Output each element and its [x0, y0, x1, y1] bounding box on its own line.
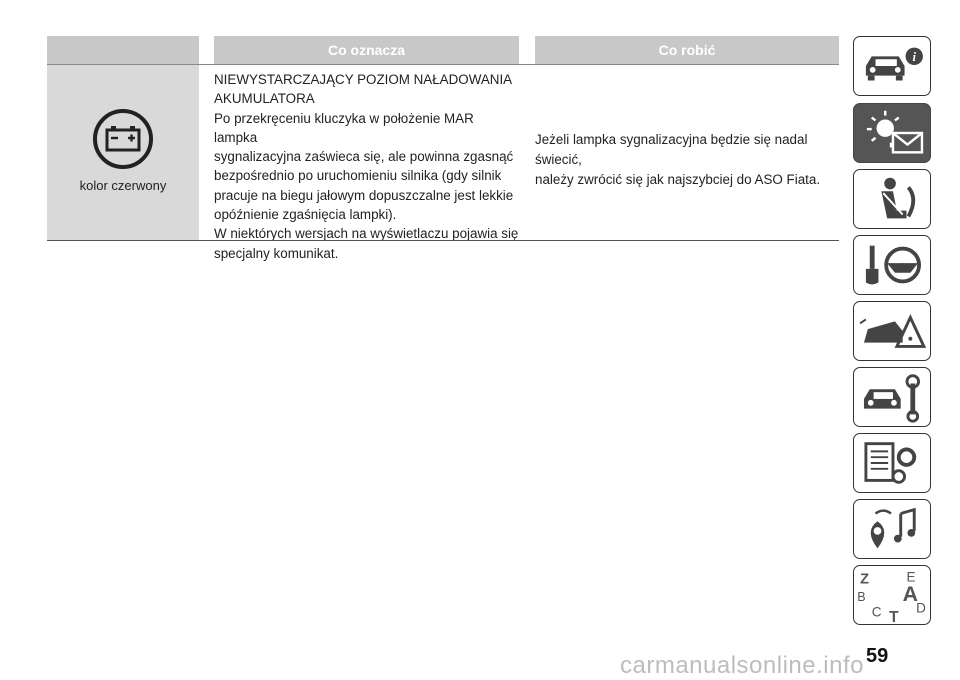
- meaning-title-line: AKUMULATORA: [214, 91, 315, 107]
- meaning-line: pracuje na biegu jałowym dopuszczalne jest lekkie: [214, 187, 514, 203]
- row-bottom-border: [47, 240, 839, 241]
- media-music-icon: [854, 500, 930, 558]
- action-line: należy zwrócić się jak najszybciej do ASO Fiata.: [535, 172, 821, 187]
- car-accident-warning-icon: [854, 302, 930, 360]
- action-text: [535, 130, 845, 190]
- index-letter: D: [916, 600, 926, 616]
- header-cell-action: [535, 36, 839, 64]
- header-action-label: Co robić: [658, 42, 716, 58]
- meaning-line: W niektórych wersjach na wyświetlaczu pojawia się: [214, 226, 519, 242]
- header-cell-meaning: [214, 36, 519, 64]
- meaning-line: sygnalizacyjna zaświeca się, ale powinna zgasnąć: [214, 149, 514, 165]
- tab-maintenance[interactable]: [853, 367, 931, 427]
- svg-text:i: i: [912, 50, 916, 65]
- meaning-text: [214, 70, 519, 263]
- meaning-line: specjalny komunikat.: [214, 245, 339, 261]
- specs-gear-icon: [854, 434, 930, 492]
- header-cell-empty: [47, 36, 199, 64]
- index-letter: C: [871, 604, 882, 620]
- meaning-line: Po przekręceniu kluczyka w położenie MAR lampka: [214, 110, 474, 145]
- index-letter: E: [906, 569, 916, 585]
- car-wrench-icon: [854, 368, 930, 426]
- meaning-line: bezpośrednio po uruchomieniu silnika (gdy silnik: [214, 168, 502, 184]
- tab-technical-data[interactable]: [853, 433, 931, 493]
- color-label: kolor czerwony: [79, 178, 167, 193]
- tab-multimedia[interactable]: [853, 499, 931, 559]
- key-steering-wheel-icon: [854, 236, 930, 294]
- alphabetical-index-icon: [854, 566, 930, 624]
- action-line: Jeżeli lampka sygnalizacyjna będzie się nadal świecić,: [535, 132, 808, 167]
- tab-safety[interactable]: [853, 169, 931, 229]
- meaning-title-line: NIEWYSTARCZAJĄCY POZIOM NAŁADOWANIA: [214, 72, 513, 87]
- tab-car-info[interactable]: [853, 36, 931, 96]
- index-letter: B: [857, 589, 866, 604]
- index-letter: Z: [860, 571, 869, 588]
- page-number: 59: [866, 645, 889, 667]
- seat-airbag-icon: [854, 170, 930, 228]
- tab-emergency[interactable]: [853, 301, 931, 361]
- car-info-icon: [854, 37, 930, 95]
- meaning-line: opóźnienie zgaśnięcia lampki).: [214, 207, 397, 223]
- index-letter: T: [889, 609, 899, 624]
- tab-index[interactable]: [853, 565, 931, 625]
- battery-warning-icon: [92, 108, 154, 170]
- tab-starting-driving[interactable]: [853, 235, 931, 295]
- tab-warning-lights[interactable]: [853, 103, 931, 163]
- index-letter: A: [902, 581, 918, 606]
- header-meaning-label: Co oznacza: [327, 42, 405, 58]
- warning-light-message-icon: [854, 104, 930, 162]
- watermark: carmanualsonline.info: [620, 652, 864, 679]
